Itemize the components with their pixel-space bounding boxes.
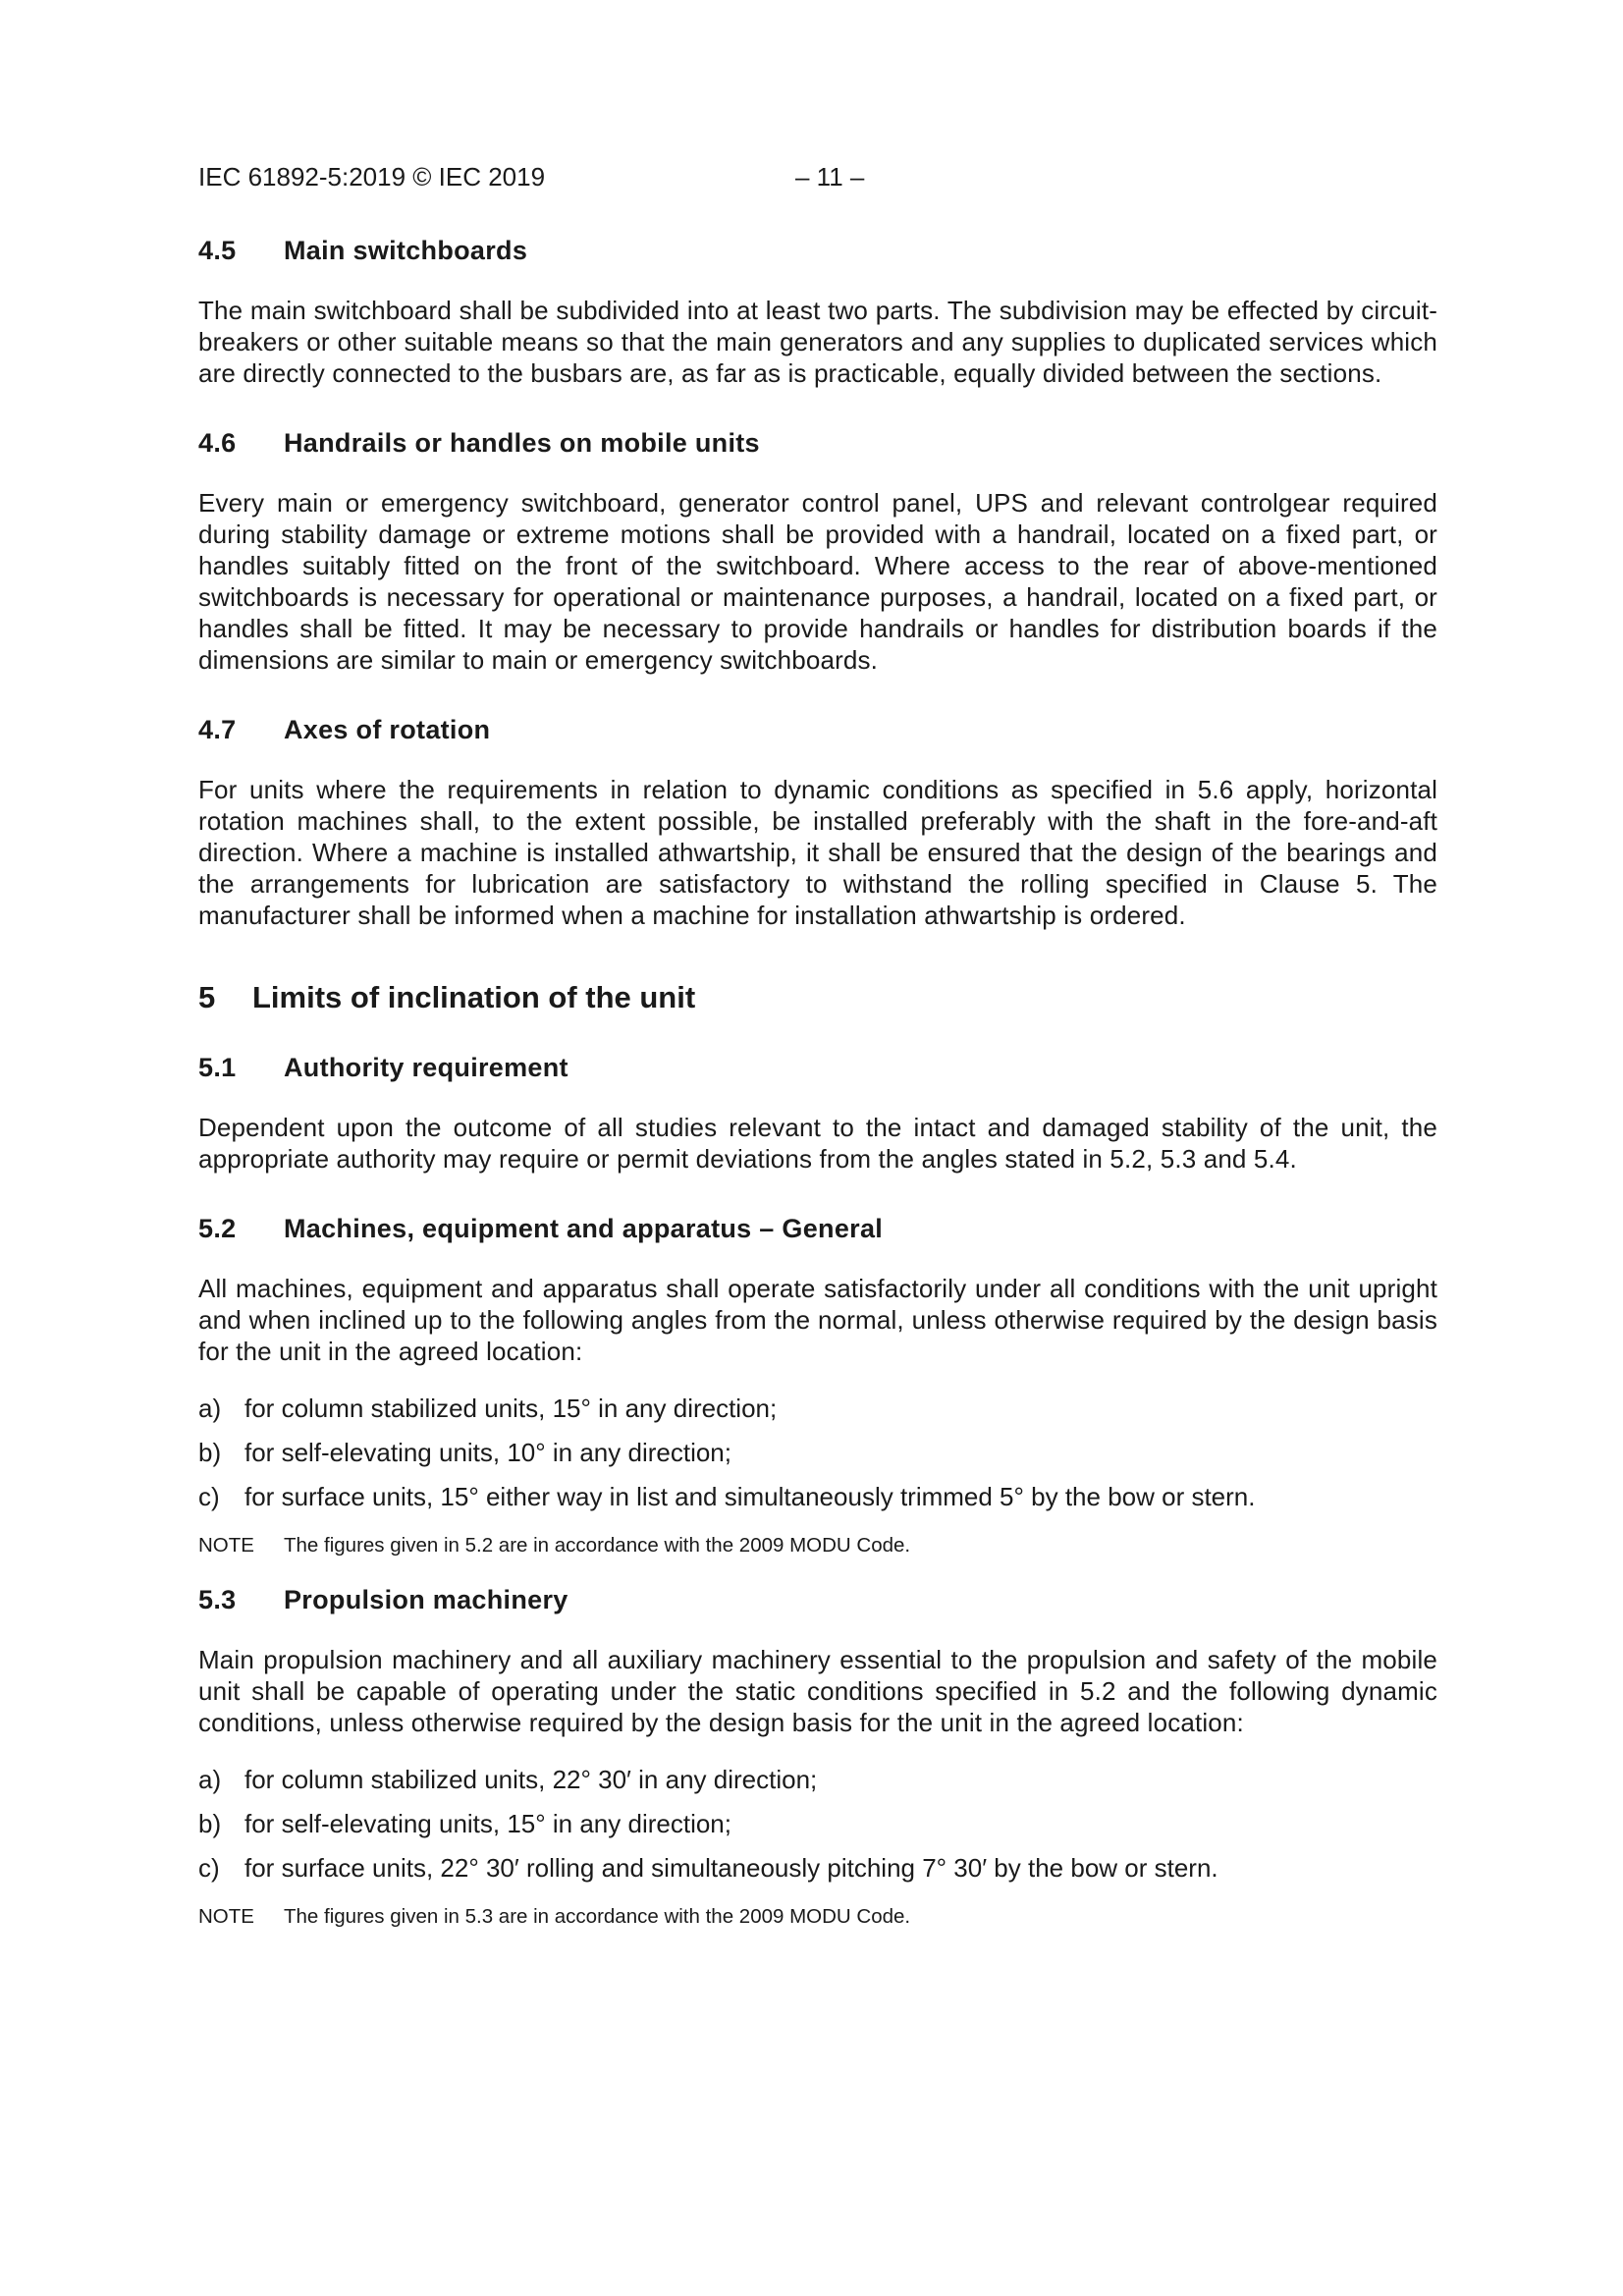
list-5-2 xyxy=(198,1393,1437,1512)
note-5-3 xyxy=(198,1903,1437,1931)
section-heading-5-2 xyxy=(198,1212,1437,1245)
list-item xyxy=(198,1393,1437,1424)
list-item-text: for column stabilized units, 22° 30′ in any direction; xyxy=(244,1765,818,1794)
standard-reference: IEC 61892-5:2019 © IEC 2019 xyxy=(198,162,546,191)
list-item-text: for surface units, 15° either way in list and simultaneously trimmed 5° by the bow or stern. xyxy=(244,1482,1256,1511)
section-heading-4-6 xyxy=(198,426,1437,460)
section-title: Axes of rotation xyxy=(284,715,491,744)
page-content xyxy=(198,234,1437,1931)
list-item xyxy=(198,1852,1437,1884)
section-number: 4.5 xyxy=(198,236,237,265)
note-text: The figures given in 5.3 are in accordance with the 2009 MODU Code. xyxy=(284,1905,911,1928)
section-body-5-3: Main propulsion machinery and all auxiliary machinery essential to the propulsion and safety of the mobile unit shall be capable of operating under the static conditions specified in 5.2 and the following dynamic conditions, unless otherwise required by the design basis for the unit in the agreed location: xyxy=(198,1645,1437,1737)
note-5-2 xyxy=(198,1532,1437,1559)
clause-title: Limits of inclination of the unit xyxy=(252,980,696,1014)
list-item-text: for column stabilized units, 15° in any direction; xyxy=(244,1394,778,1423)
section-number: 5.1 xyxy=(198,1053,237,1082)
list-item-text: for self-elevating units, 10° in any direction; xyxy=(244,1438,731,1467)
clause-heading-5 xyxy=(198,978,1437,1017)
section-heading-5-3 xyxy=(198,1583,1437,1616)
list-item-label: b) xyxy=(198,1809,222,1838)
list-item xyxy=(198,1764,1437,1795)
list-item-text: for surface units, 22° 30′ rolling and simultaneously pitching 7° 30′ by the bow or stern. xyxy=(244,1853,1218,1883)
section-body-4-5: The main switchboard shall be subdivided into at least two parts. The subdivision may be effected by circuit-breakers or other suitable means so that the main generators and any supplies to duplicated services which are directly connected to the busbars are, as far as is practicable, equally divided between the sections. xyxy=(198,296,1437,388)
section-heading-5-1 xyxy=(198,1051,1437,1084)
list-item xyxy=(198,1481,1437,1512)
clause-number: 5 xyxy=(198,980,216,1014)
section-body-5-1: Dependent upon the outcome of all studies relevant to the intact and damaged stability of the unit, the appropriate authority may require or permit deviations from the angles stated in 5.2, 5.3 and 5.4. xyxy=(198,1113,1437,1174)
note-label: NOTE xyxy=(198,1905,254,1928)
list-item-label: a) xyxy=(198,1765,222,1794)
section-heading-4-5 xyxy=(198,234,1437,267)
note-text: The figures given in 5.2 are in accordance with the 2009 MODU Code. xyxy=(284,1534,911,1557)
list-item-label: b) xyxy=(198,1438,222,1467)
section-number: 4.6 xyxy=(198,428,237,458)
list-item-label: c) xyxy=(198,1482,220,1511)
section-body-4-7: For units where the requirements in relation to dynamic conditions as specified in 5.6 apply, horizontal rotation machines shall, to the extent possible, be installed preferably with the shaft in the fore-and-aft direction. Where a machine is installed athwartship, it shall be ensured that the design of the bearings and the arrangements for lubrication are satisfactory to withstand the rolling specified in Clause 5. The manufacturer shall be informed when a machine for installation athwartship is ordered. xyxy=(198,775,1437,930)
section-body-4-6: Every main or emergency switchboard, generator control panel, UPS and relevant controlgear required during stability damage or extreme motions shall be provided with a handrail, located on a fixed part, or handles suitably fitted on the front of the switchboard. Where access to the rear of above-mentioned switchboards is necessary for operational or maintenance purposes, a handrail, located on a fixed part, or handles shall be fitted. It may be necessary to provide handrails or handles for distribution boards if the dimensions are similar to main or emergency switchboards. xyxy=(198,488,1437,675)
page-header xyxy=(198,159,1435,198)
section-number: 4.7 xyxy=(198,715,237,744)
list-item xyxy=(198,1437,1437,1468)
section-title: Authority requirement xyxy=(284,1053,568,1082)
section-number: 5.2 xyxy=(198,1214,237,1243)
list-item-label: a) xyxy=(198,1394,222,1423)
section-body-5-2: All machines, equipment and apparatus shall operate satisfactorily under all conditions with the unit upright and when inclined up to the following angles from the normal, unless otherwise required by the design basis for the unit in the agreed location: xyxy=(198,1274,1437,1366)
section-number: 5.3 xyxy=(198,1585,237,1614)
list-item xyxy=(198,1808,1437,1839)
page-number: – 11 – xyxy=(795,162,865,191)
list-5-3 xyxy=(198,1764,1437,1884)
section-title: Machines, equipment and apparatus – General xyxy=(284,1214,884,1243)
list-item-text: for self-elevating units, 15° in any direction; xyxy=(244,1809,731,1838)
section-title: Handrails or handles on mobile units xyxy=(284,428,760,458)
note-label: NOTE xyxy=(198,1534,254,1557)
list-item-label: c) xyxy=(198,1853,220,1883)
section-title: Propulsion machinery xyxy=(284,1585,568,1614)
section-heading-4-7 xyxy=(198,713,1437,746)
section-title: Main switchboards xyxy=(284,236,528,265)
